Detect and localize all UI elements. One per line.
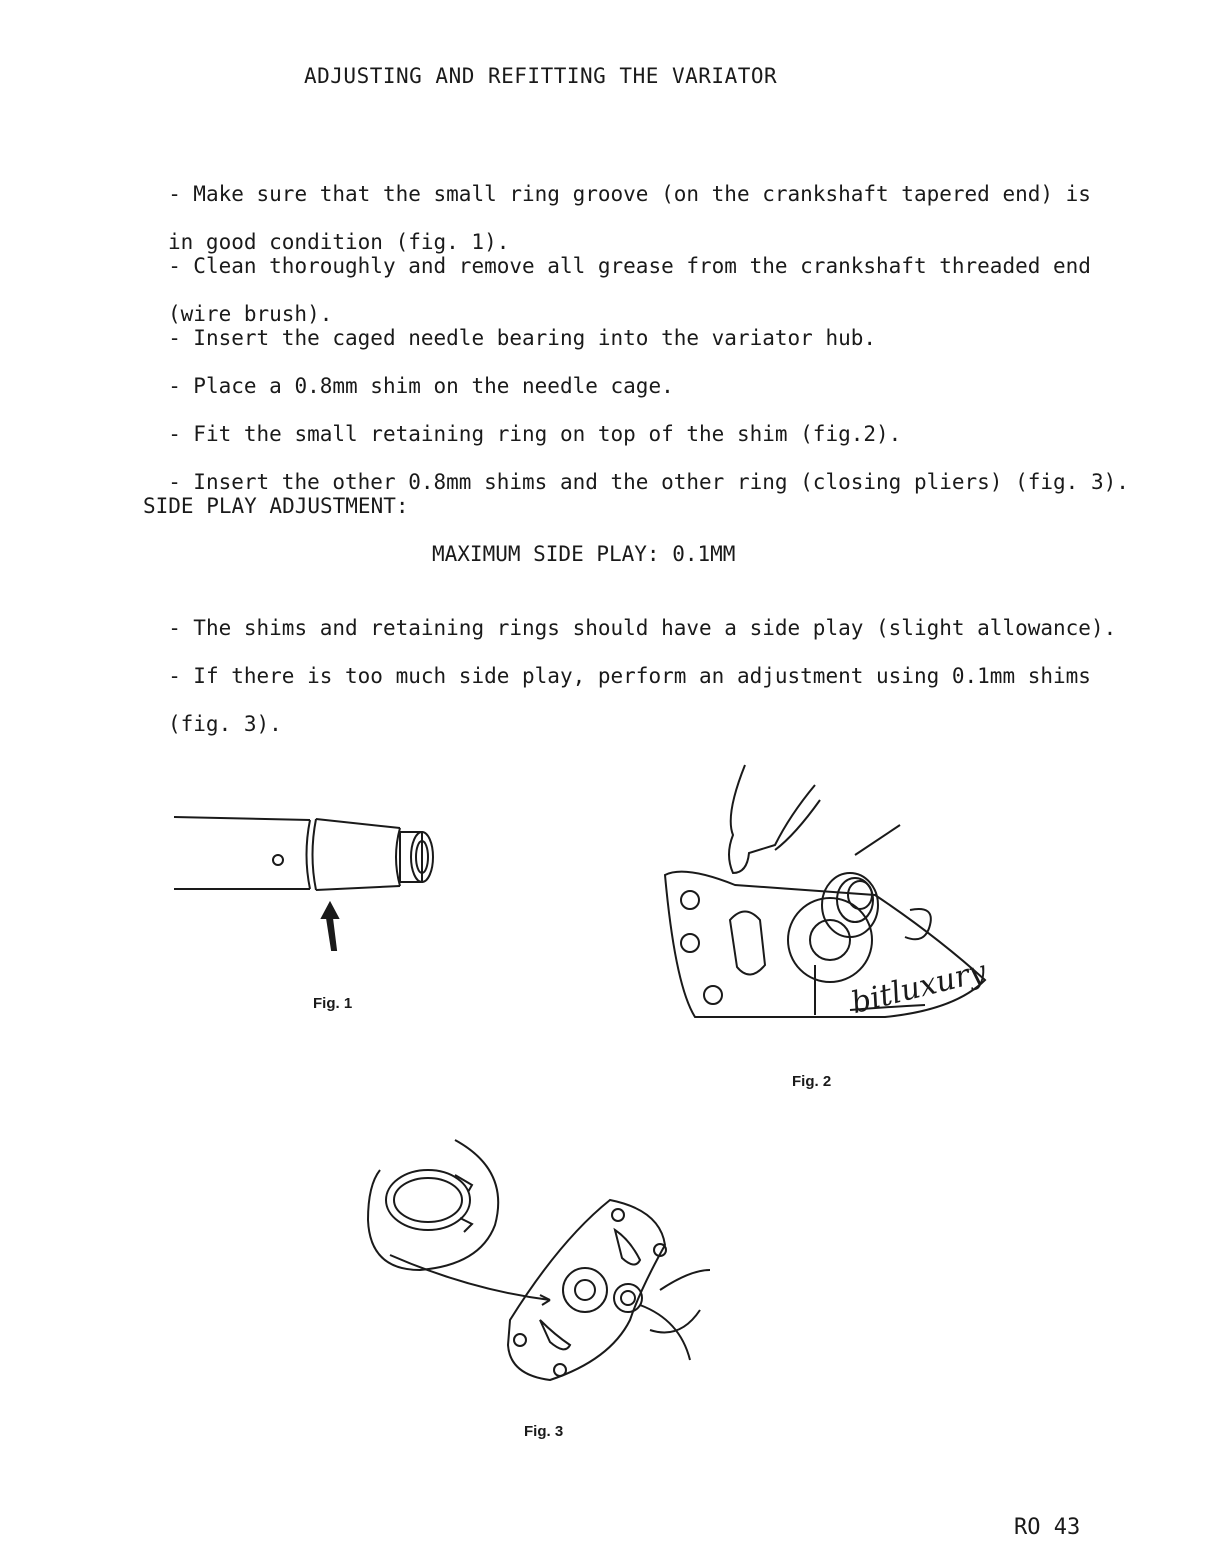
bullet-dash: -: [168, 664, 181, 688]
note-line: If there is too much side play, perform an adjustment using 0.1mm shims: [193, 664, 1091, 688]
instruction-6: [143, 446, 1129, 494]
bullet-dash: -: [168, 254, 181, 278]
fig2-caption: Fig. 2: [792, 1073, 832, 1090]
side-play-note-1: [143, 592, 1116, 640]
instruction-line: Place a 0.8mm shim on the needle cage.: [193, 374, 674, 398]
instruction-line: Make sure that the small ring groove (on the crankshaft tapered end) is: [193, 182, 1091, 206]
instruction-line: (wire brush).: [168, 302, 333, 326]
instruction-line: in good condition (fig. 1).: [168, 230, 510, 254]
instruction-5: [143, 398, 901, 446]
fig3-caption: Fig. 3: [524, 1423, 564, 1440]
bullet-dash: -: [168, 422, 181, 446]
instruction-4: [143, 350, 674, 398]
page-number: RO 43: [1014, 1515, 1081, 1540]
bullet-dash: -: [168, 470, 181, 494]
instruction-line: Insert the other 0.8mm shims and the other ring (closing pliers) (fig. 3).: [193, 470, 1129, 494]
fig1-caption: Fig. 1: [313, 995, 353, 1012]
bullet-dash: -: [168, 182, 181, 206]
instruction-line: Fit the small retaining ring on top of the shim (fig.2).: [193, 422, 902, 446]
fig1-crankshaft-illustration: [160, 800, 480, 960]
bullet-dash: -: [168, 326, 181, 350]
bullet-dash: -: [168, 374, 181, 398]
instruction-3: [143, 302, 876, 350]
fig3-closing-pliers-illustration: [360, 1130, 720, 1390]
page-title: ADJUSTING AND REFITTING THE VARIATOR: [304, 64, 778, 88]
side-play-heading: SIDE PLAY ADJUSTMENT:: [143, 494, 409, 518]
side-play-note-2: [143, 640, 1091, 760]
instruction-line: Insert the caged needle bearing into the variator hub.: [193, 326, 877, 350]
note-line: (fig. 3).: [168, 712, 282, 736]
watermark-signature: bitluxury: [847, 953, 990, 1022]
instruction-line: Clean thoroughly and remove all grease from the crankshaft threaded end: [193, 254, 1091, 278]
max-side-play: MAXIMUM SIDE PLAY: 0.1MM: [432, 542, 736, 566]
bullet-dash: -: [168, 616, 181, 640]
note-line: The shims and retaining rings should have a side play (slight allowance).: [193, 616, 1117, 640]
